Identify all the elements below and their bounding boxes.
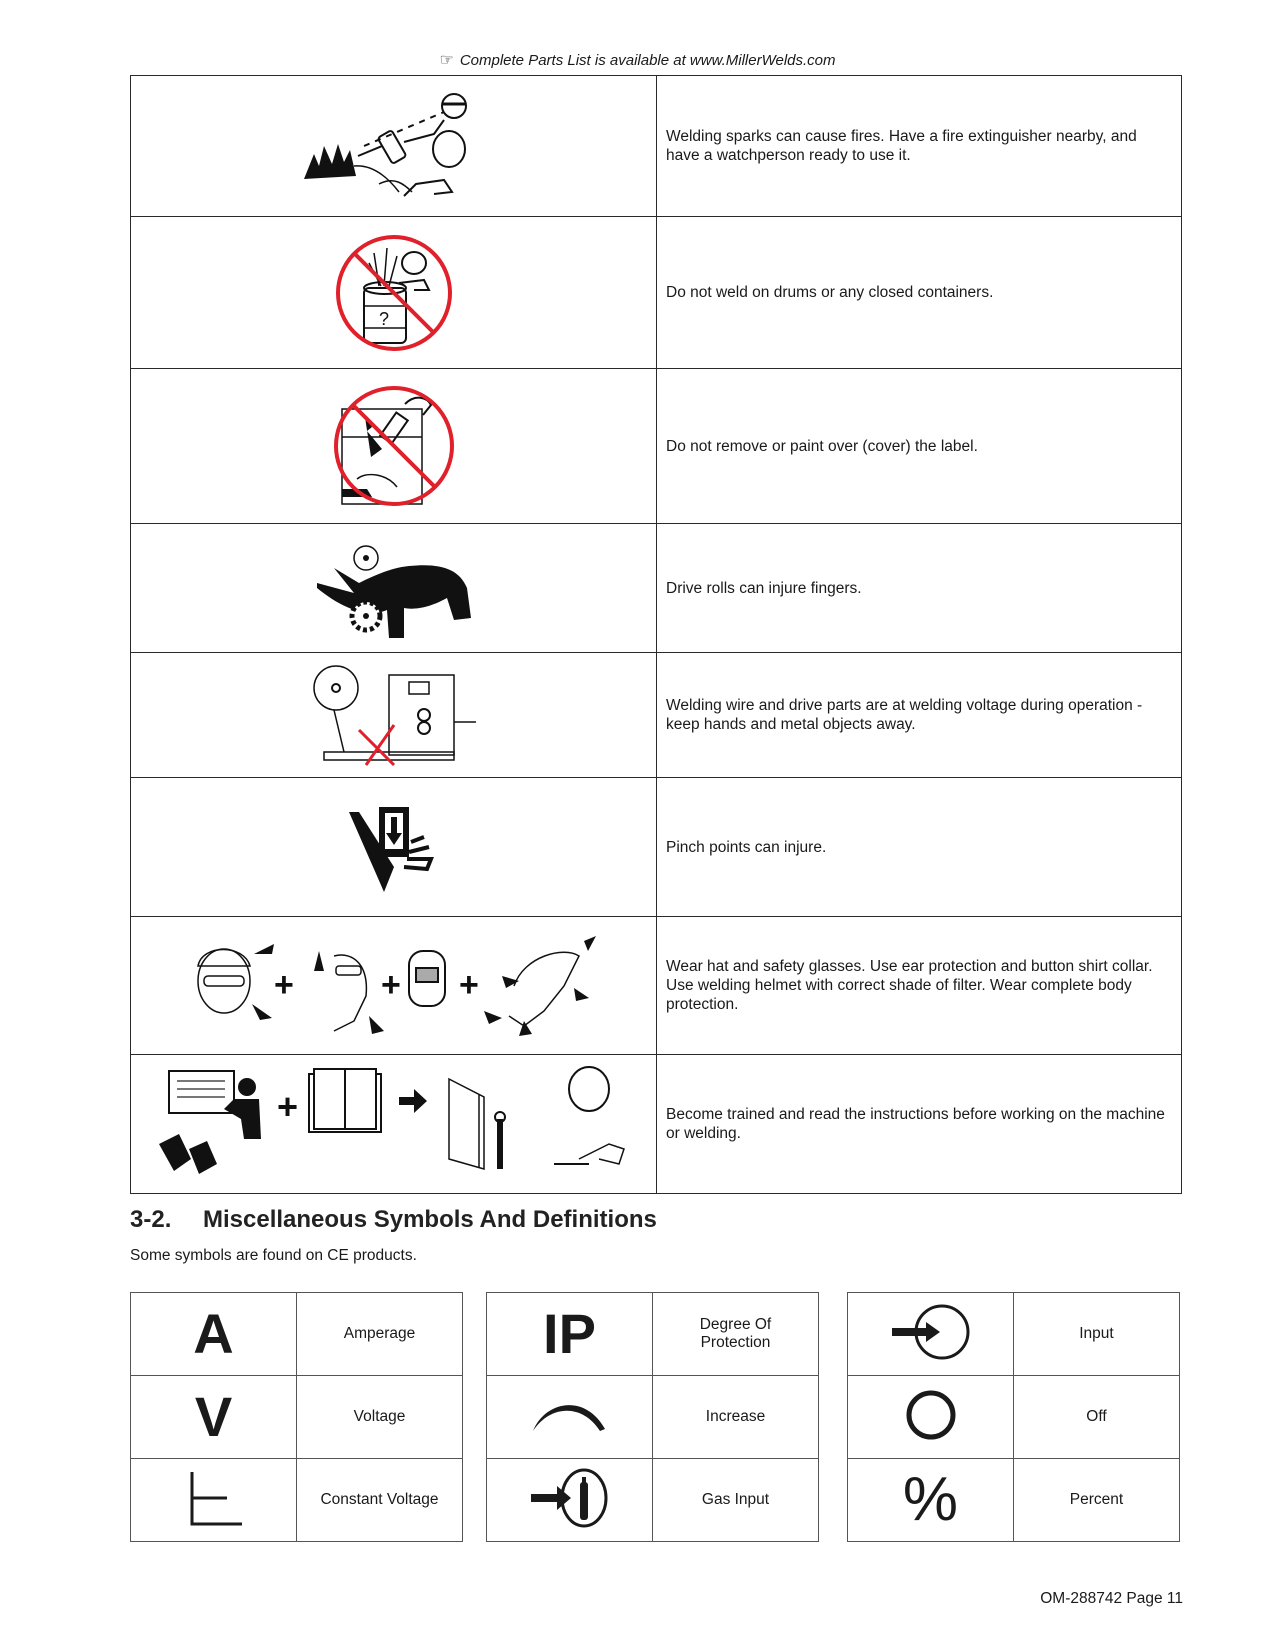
input-symbol-icon xyxy=(848,1293,1014,1376)
svg-text:+: + xyxy=(380,965,401,1004)
safety-text: Wear hat and safety glasses. Use ear protection and button shirt collar. Use welding helmet with correct shade of filter. Wear complete body protection. xyxy=(657,917,1182,1055)
no-painting-over-label-icon xyxy=(131,369,657,524)
drive-rolls-finger-hazard-icon xyxy=(131,524,657,653)
amperage-symbol-icon xyxy=(131,1293,297,1376)
symbol-definition: Input xyxy=(1014,1293,1180,1376)
symbol-row xyxy=(131,1376,463,1459)
symbol-glyph: % xyxy=(902,1465,959,1534)
safety-text: Welding sparks can cause fires. Have a fire extinguisher nearby, and have a watchperson ready to use it. xyxy=(657,76,1182,217)
gas-input-symbol-icon xyxy=(487,1459,653,1542)
safety-text: Welding wire and drive parts are at welding voltage during operation - keep hands and metal objects away. xyxy=(657,653,1182,778)
symbol-table-1 xyxy=(130,1292,463,1542)
section-heading xyxy=(130,1206,657,1234)
fire-extinguisher-watchperson-icon xyxy=(131,76,657,217)
symbol-row xyxy=(848,1376,1180,1459)
table-row xyxy=(131,1055,1182,1194)
symbol-glyph: V xyxy=(194,1385,233,1448)
symbol-row xyxy=(487,1293,819,1376)
symbol-definition: Gas Input xyxy=(653,1459,819,1542)
symbol-row xyxy=(131,1293,463,1376)
table-row xyxy=(131,778,1182,917)
increase-arc-symbol-icon xyxy=(487,1376,653,1459)
safety-text: Become trained and read the instructions before working on the machine or welding. xyxy=(657,1055,1182,1194)
ppe-hat-glasses-helmet-body-icon xyxy=(131,917,657,1055)
symbol-glyph: IP xyxy=(543,1302,596,1365)
symbol-definition xyxy=(653,1293,819,1376)
symbol-definition: Off xyxy=(1014,1376,1180,1459)
parts-list-note xyxy=(0,50,1275,70)
voltage-symbol-icon xyxy=(131,1376,297,1459)
percent-symbol-icon xyxy=(848,1459,1014,1542)
training-read-manual-icon xyxy=(131,1055,657,1194)
symbol-definition: Increase xyxy=(653,1376,819,1459)
table-row xyxy=(131,917,1182,1055)
table-row xyxy=(131,653,1182,778)
table-row xyxy=(131,369,1182,524)
symbol-row xyxy=(848,1293,1180,1376)
safety-symbols-table xyxy=(130,75,1182,1194)
no-welding-on-drum-icon xyxy=(131,217,657,369)
section-number: 3-2. xyxy=(130,1206,172,1233)
safety-text: Do not remove or paint over (cover) the label. xyxy=(657,369,1182,524)
constant-voltage-symbol-icon xyxy=(131,1459,297,1542)
parts-list-text: Complete Parts List is available at www.MillerWelds.com xyxy=(459,52,836,69)
symbol-row xyxy=(848,1459,1180,1542)
pointing-hand-icon: ☞ xyxy=(439,52,454,69)
svg-text:+: + xyxy=(273,965,294,1004)
pinch-point-hazard-icon xyxy=(131,778,657,917)
table-row xyxy=(131,217,1182,369)
page-footer: OM-288742 Page 11 xyxy=(1040,1590,1183,1607)
symbol-definition: Percent xyxy=(1014,1459,1180,1542)
table-row xyxy=(131,76,1182,217)
section-subtitle: Some symbols are found on CE products. xyxy=(130,1247,417,1264)
table-row xyxy=(131,524,1182,653)
svg-text:+: + xyxy=(276,1086,298,1127)
svg-text:+: + xyxy=(458,965,479,1004)
symbol-definition: Constant Voltage xyxy=(297,1459,463,1542)
symbol-glyph: A xyxy=(193,1302,234,1365)
safety-text: Drive rolls can injure fingers. xyxy=(657,524,1182,653)
safety-text: Pinch points can injure. xyxy=(657,778,1182,917)
wire-drive-voltage-hazard-icon xyxy=(131,653,657,778)
symbol-row xyxy=(131,1459,463,1542)
section-title: Miscellaneous Symbols And Definitions xyxy=(203,1206,657,1233)
symbol-table-3 xyxy=(847,1292,1180,1542)
symbol-row xyxy=(487,1459,819,1542)
off-symbol-icon xyxy=(848,1376,1014,1459)
symbol-definition: Amperage xyxy=(297,1293,463,1376)
symbol-definition: Voltage xyxy=(297,1376,463,1459)
safety-text: Do not weld on drums or any closed containers. xyxy=(657,217,1182,369)
svg-text:?: ? xyxy=(378,308,389,329)
definition-line-2: Protection xyxy=(700,1334,771,1351)
symbol-row xyxy=(487,1376,819,1459)
definition-line-1: Degree Of xyxy=(699,1316,772,1333)
degree-of-protection-symbol-icon xyxy=(487,1293,653,1376)
symbol-table-2 xyxy=(486,1292,819,1542)
